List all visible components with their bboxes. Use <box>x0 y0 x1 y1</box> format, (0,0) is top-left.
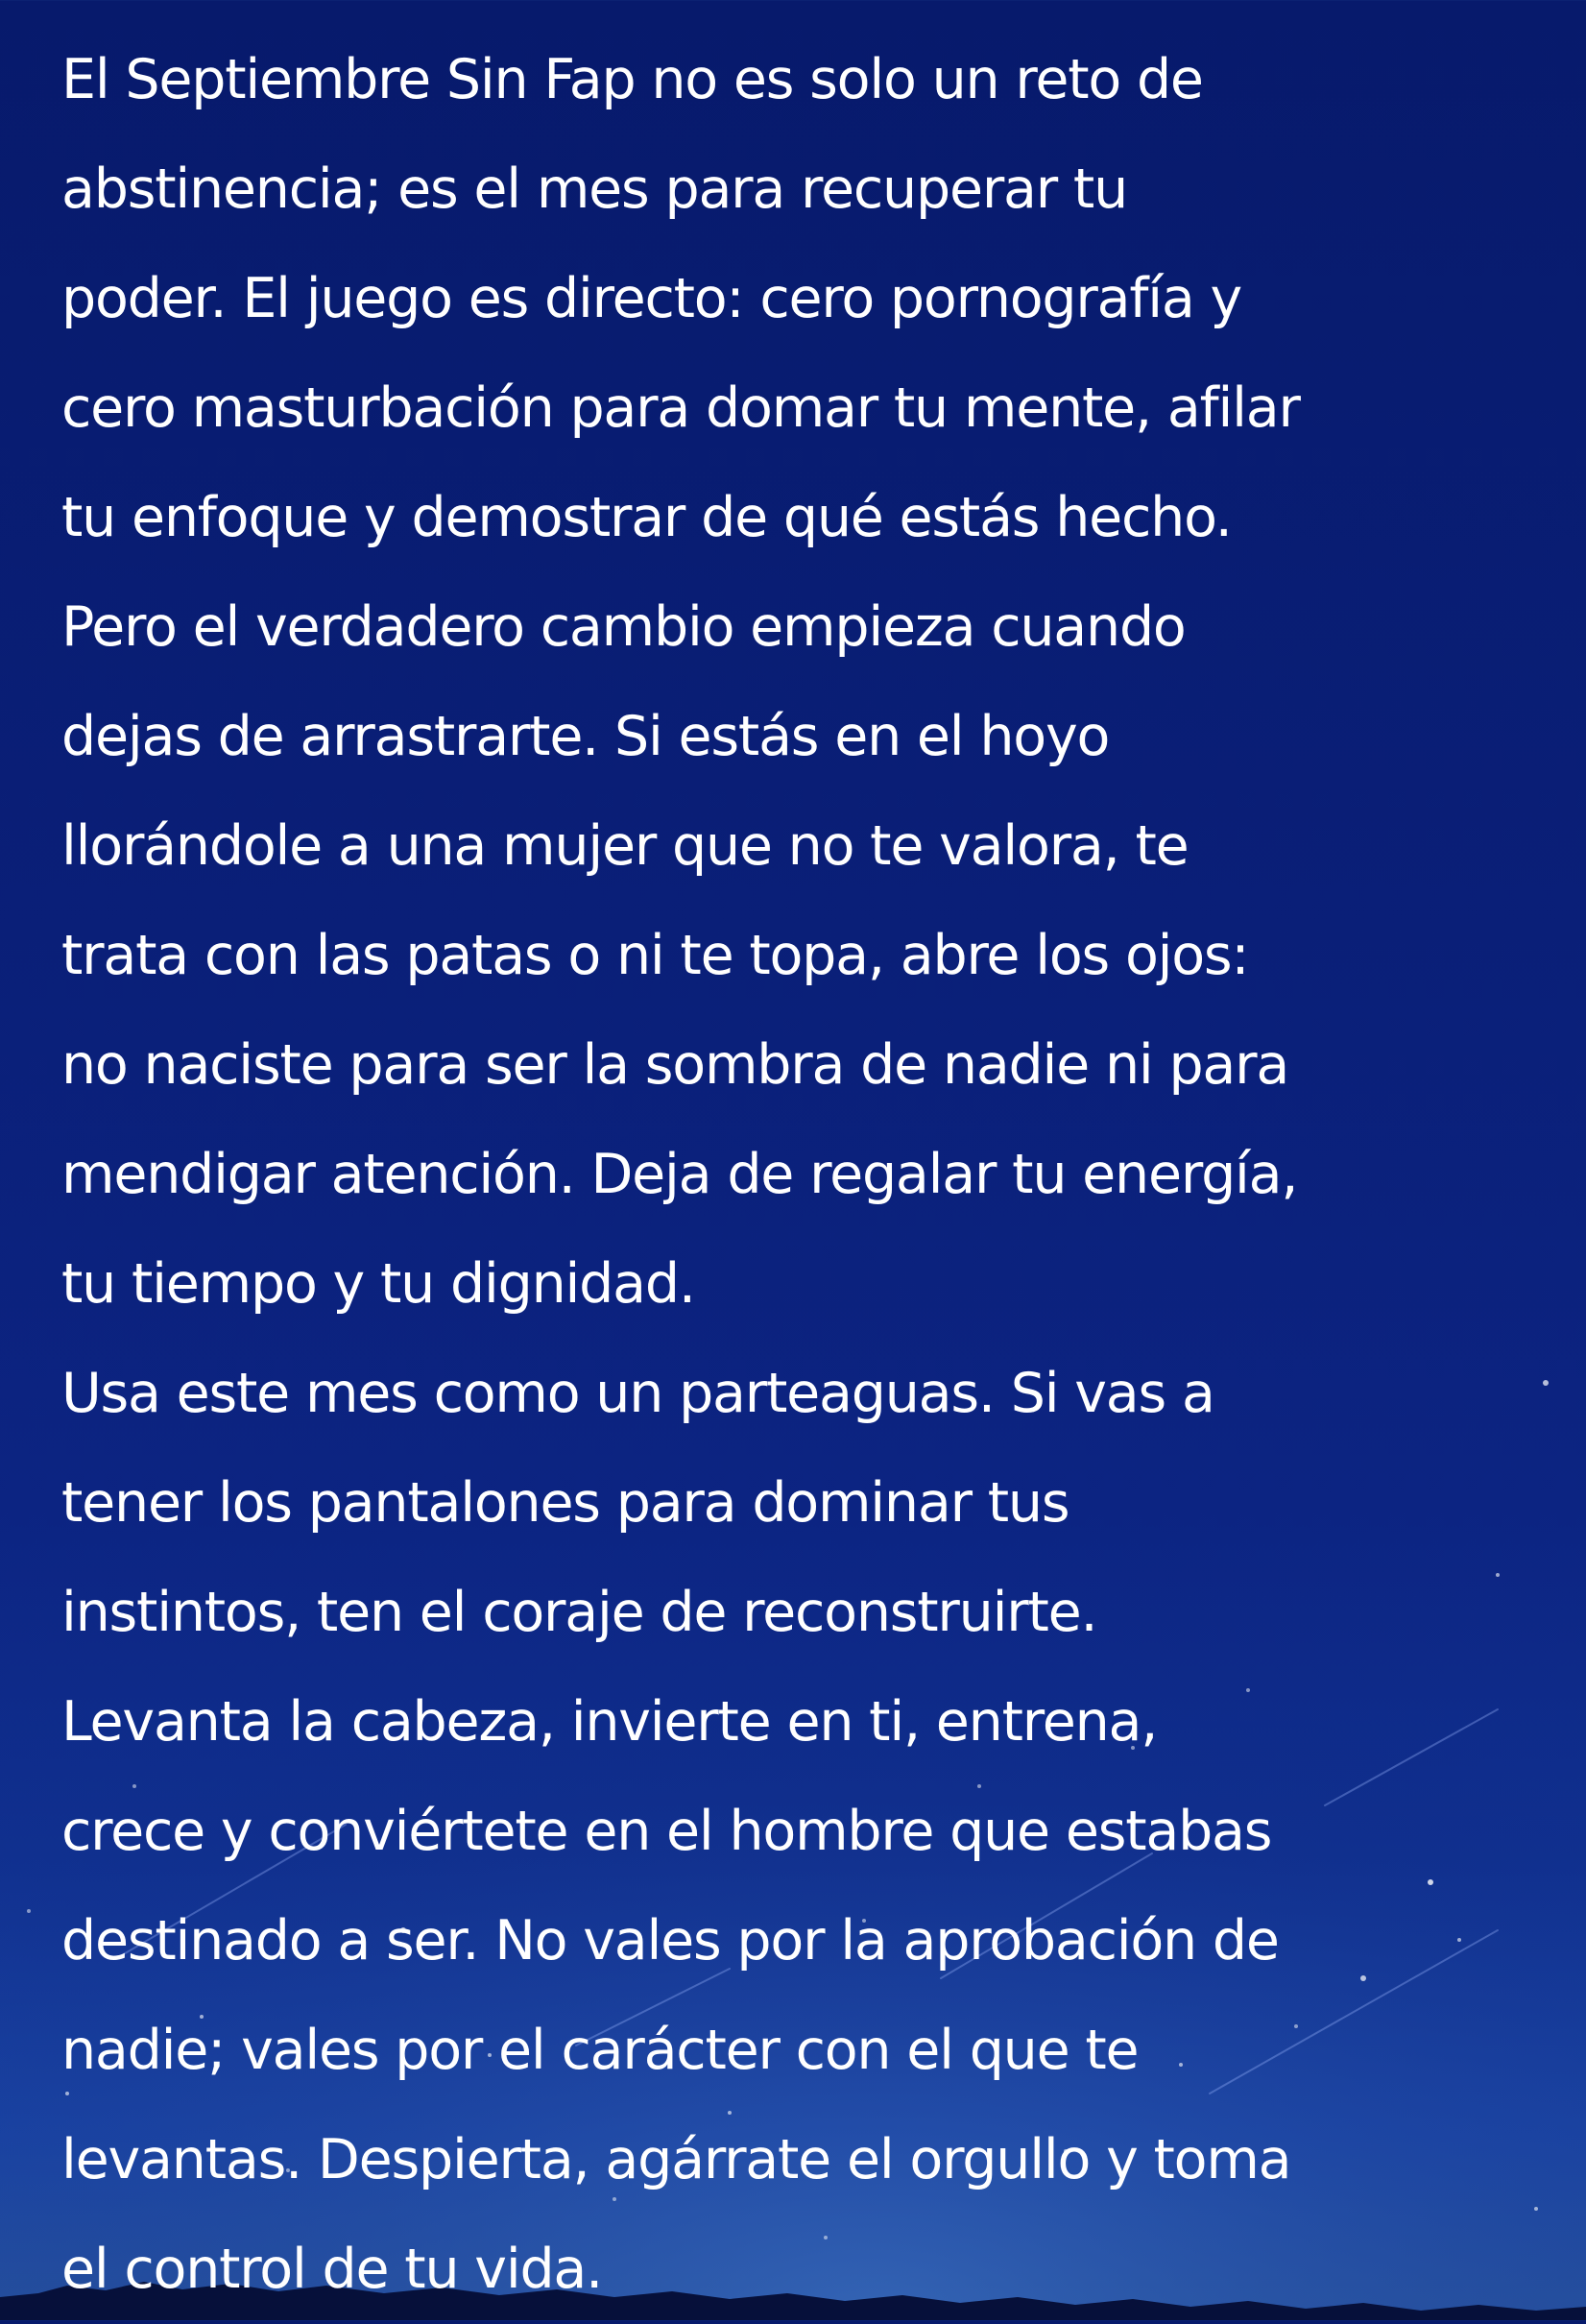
text-line: poder. El juego es directo: cero pornografía y <box>61 267 1242 330</box>
text-line: Levanta la cabeza, invierte en ti, entrena, <box>61 1690 1158 1754</box>
text-line: Pero el verdadero cambio empieza cuando <box>61 595 1186 659</box>
text-line: abstinencia; es el mes para recuperar tu <box>61 157 1128 221</box>
text-line: nadie; vales por el carácter con el que te <box>61 2019 1139 2082</box>
text-line: destinado a ser. No vales por la aprobación de <box>61 1909 1279 1973</box>
post-text <box>61 25 1569 2324</box>
text-line: levantas. Despierta, agárrate el orgullo y toma <box>61 2128 1291 2191</box>
text-line: llorándole a una mujer que no te valora, te <box>61 814 1189 878</box>
text-line: cero masturbación para domar tu mente, afilar <box>61 376 1300 440</box>
text-line: dejas de arrastrarte. Si estás en el hoyo <box>61 705 1110 768</box>
text-line: tu tiempo y tu dignidad. <box>61 1252 695 1316</box>
text-line: crece y conviértete en el hombre que estabas <box>61 1800 1272 1863</box>
text-line: no naciste para ser la sombra de nadie ni para <box>61 1033 1289 1097</box>
text-line: trata con las patas o ni te topa, abre los ojos: <box>61 924 1249 987</box>
text-line: tener los pantalones para dominar tus <box>61 1471 1069 1535</box>
text-line: tu enfoque y demostrar de qué estás hecho. <box>61 486 1232 549</box>
text-line: mendigar atención. Deja de regalar tu energía, <box>61 1143 1298 1206</box>
text-line: El Septiembre Sin Fap no es solo un reto de <box>61 48 1203 111</box>
text-line: el control de tu vida. <box>61 2238 603 2301</box>
text-line: instintos, ten el coraje de reconstruirte. <box>61 1581 1097 1644</box>
text-line: Usa este mes como un parteaguas. Si vas a <box>61 1362 1214 1425</box>
